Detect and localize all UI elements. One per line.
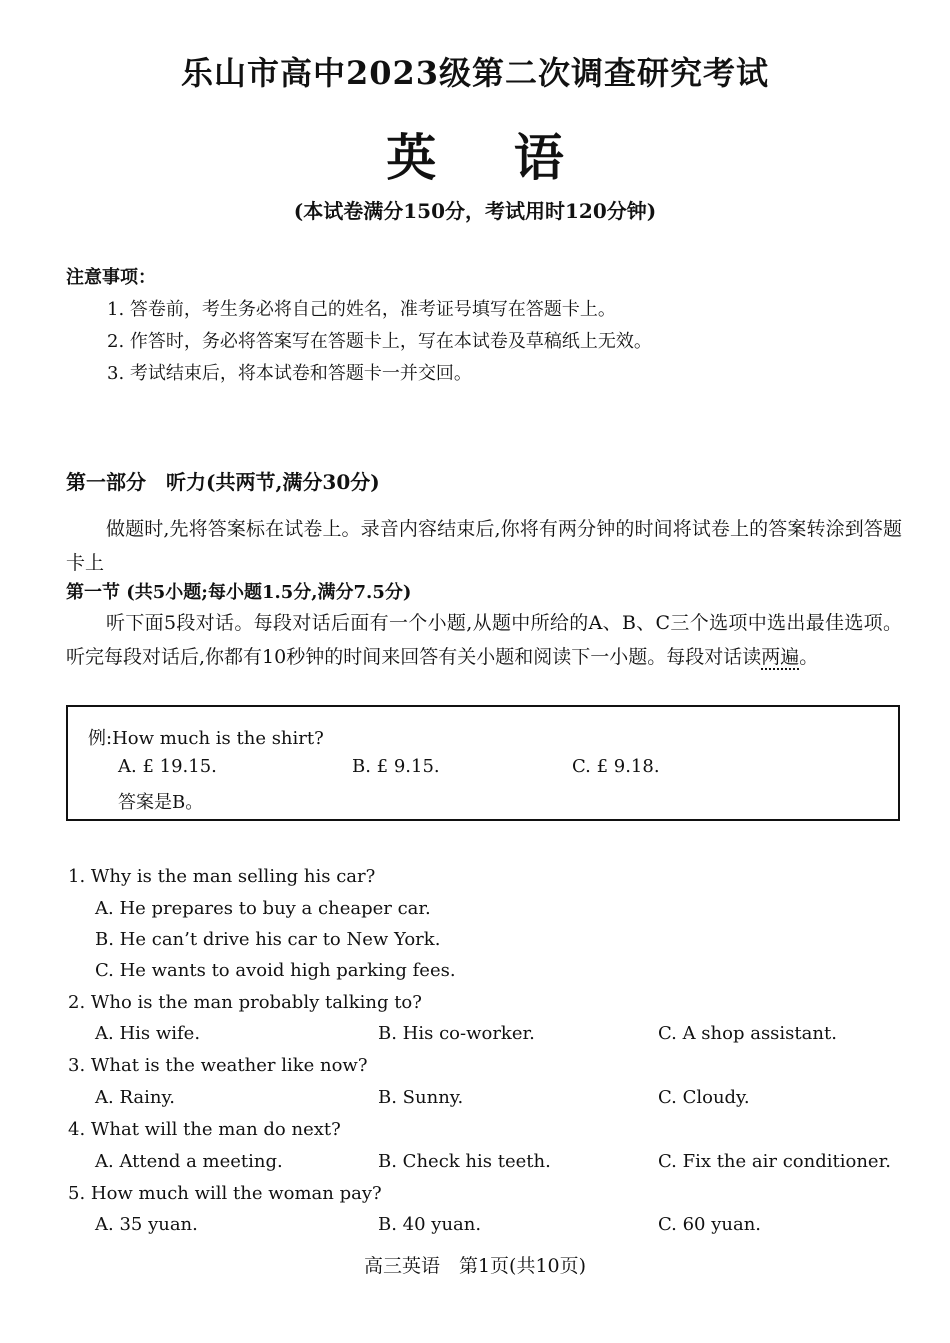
question-3-option-a: A. Rainy. (95, 1087, 175, 1108)
example-option-b: B. £ 9.15. (352, 756, 440, 777)
exam-title: 乐山市高中2023级第二次调查研究考试 (180, 54, 770, 92)
section1-heading: 第一节 (共5小题;每小题1.5分,满分7.5分) (66, 582, 412, 603)
question-1-option-b: B. He can’t drive his car to New York. (95, 929, 441, 950)
question-4-stem: 4. What will the man do next? (68, 1119, 341, 1140)
note-item: 1. 答卷前，考生务必将自己的姓名，准考证号填写在答题卡上。 (107, 299, 616, 320)
score-time-note: (本试卷满分150分，考试用时120分钟) (293, 199, 657, 223)
question-3-option-b: B. Sunny. (378, 1087, 464, 1108)
question-2-option-b: B. His co-worker. (378, 1023, 535, 1044)
question-2-option-c: C. A shop assistant. (658, 1023, 837, 1044)
question-2-option-a: A. His wife. (95, 1023, 201, 1044)
question-3-option-c: C. Cloudy. (658, 1087, 750, 1108)
question-4-option-a: A. Attend a meeting. (95, 1151, 283, 1172)
question-4-option-c: C. Fix the air conditioner. (658, 1151, 891, 1172)
question-1-option-c: C. He wants to avoid high parking fees. (95, 960, 456, 981)
example-option-c: C. £ 9.18. (572, 756, 660, 777)
question-3-stem: 3. What is the weather like now? (68, 1055, 368, 1076)
note-item: 2. 作答时，务必将答案写在答题卡上，写在本试卷及草稿纸上无效。 (107, 331, 652, 352)
question-2-stem: 2. Who is the man probably talking to? (68, 992, 422, 1013)
example-question: 例:How much is the shirt? (88, 728, 324, 749)
part1-heading: 第一部分 听力(共两节,满分30分) (66, 470, 380, 494)
question-4-option-b: B. Check his teeth. (378, 1151, 551, 1172)
example-option-a: A. £ 19.15. (118, 756, 217, 777)
question-5-option-b: B. 40 yuan. (378, 1214, 482, 1235)
question-1-stem: 1. Why is the man selling his car? (68, 866, 376, 887)
page-footer: 高三英语 第1页(共10页) (363, 1255, 587, 1277)
question-5-stem: 5. How much will the woman pay? (68, 1183, 382, 1204)
part1-intro: 做题时,先将答案标在试卷上。录音内容结束后,你将有两分钟的时间将试卷上的答案转涂到答题卡上 (66, 518, 902, 574)
section1-instructions (66, 606, 902, 674)
instructions-main: 听下面5段对话。每段对话后面有一个小题,从题中所给的A、B、C三个选项中选出最佳选项。听完每段对话后,你都有10秒钟的时间来回答有关小题和阅读下一小题。每段对话读 (66, 612, 902, 668)
subject-title: 英 语 (386, 128, 594, 187)
question-5-option-a: A. 35 yuan. (95, 1214, 198, 1235)
instructions-emphasis: 两遍 (761, 646, 800, 668)
question-5-option-c: C. 60 yuan. (658, 1214, 762, 1235)
question-1-option-a: A. He prepares to buy a cheaper car. (95, 898, 431, 919)
notes-heading: 注意事项： (66, 267, 156, 288)
example-answer: 答案是B。 (118, 792, 204, 813)
instructions-end: 。 (799, 646, 819, 668)
note-item: 3. 考试结束后，将本试卷和答题卡一并交回。 (107, 363, 472, 384)
